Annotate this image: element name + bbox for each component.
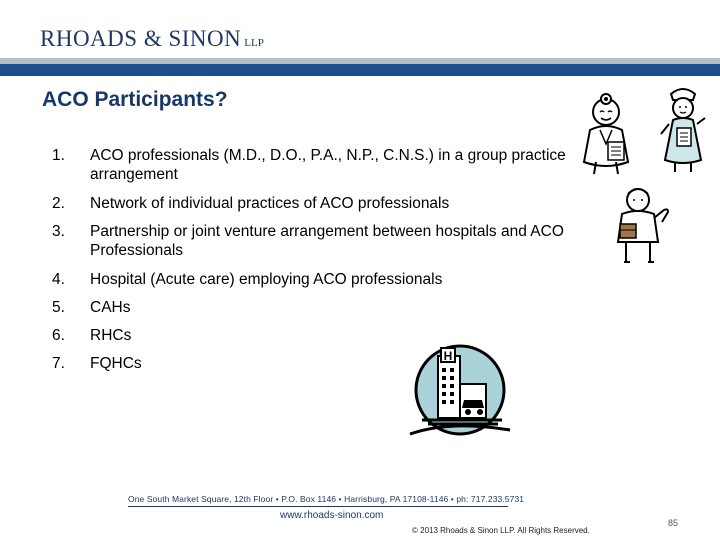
list-item-number: 3. (52, 223, 65, 240)
list-item-text: Hospital (Acute care) employing ACO professionals (90, 271, 443, 288)
logo-suffix: LLP (244, 37, 264, 49)
list-item-text: ACO professionals (M.D., D.O., P.A., N.P., C.N.S.) in a group practice arrangement (90, 147, 566, 183)
header-band-blue (0, 64, 720, 76)
list-item-text: Partnership or joint venture arrangement between hospitals and ACO Professionals (90, 223, 564, 259)
list-item-number: 1. (52, 147, 65, 164)
list-item-number: 7. (52, 355, 65, 372)
firm-logo (40, 26, 264, 52)
list-item-text: RHCs (90, 327, 132, 344)
copyright-notice: © 2013 Rhoads & Sinon LLP. All Rights Reserved. (412, 526, 590, 535)
slide-title: ACO Participants? (42, 88, 228, 111)
list-item-number: 6. (52, 327, 65, 344)
footer-website: www.rhoads-sinon.com (280, 510, 384, 521)
logo-text: RHOADS & SINON (40, 26, 242, 51)
list-item-number: 4. (52, 271, 65, 288)
nurse-icon (655, 84, 711, 174)
list-item-text: CAHs (90, 299, 131, 316)
list-item-text: Network of individual practices of ACO professionals (90, 195, 450, 212)
doctor-icon (578, 90, 636, 176)
pharmacist-icon (606, 184, 670, 266)
svg-text:H: H (443, 349, 453, 363)
hospital-icon (408, 340, 512, 444)
list-item-number: 5. (52, 299, 65, 316)
list-item-number: 2. (52, 195, 65, 212)
page-number: 85 (668, 518, 679, 528)
list-item-text: FQHCs (90, 355, 142, 372)
footer-divider (128, 506, 508, 507)
footer-address: One South Market Square, 12th Floor • P.O. Box 1146 • Harrisburg, PA 17108-1146 • ph: 717.233.5731 (128, 494, 525, 504)
